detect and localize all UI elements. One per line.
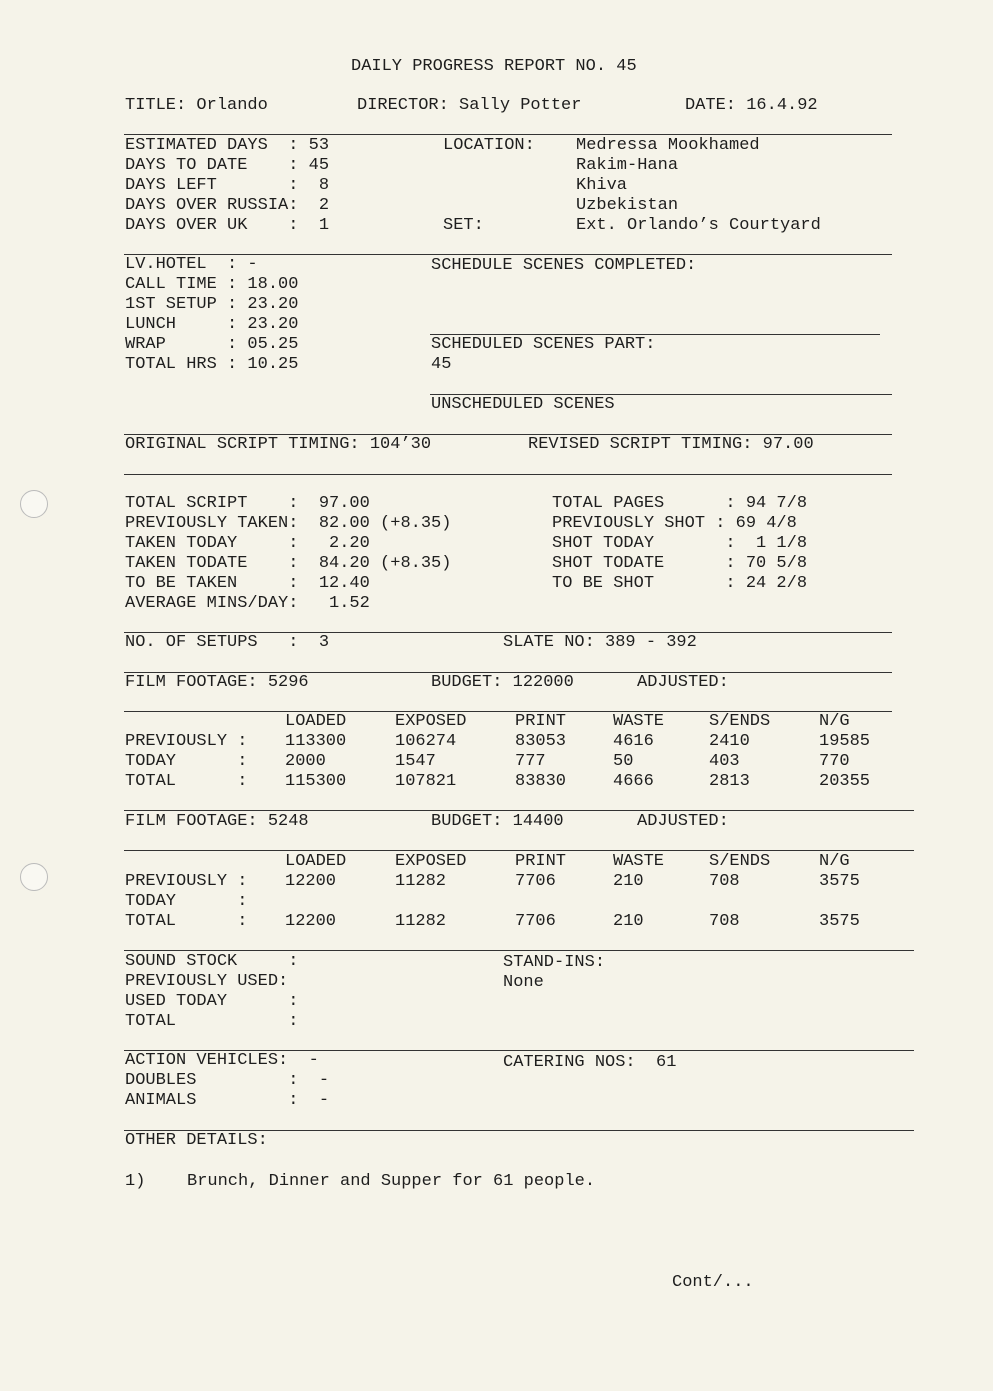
estimated-days: ESTIMATED DAYS : 53 — [125, 136, 330, 155]
col-loaded: LOADED — [285, 712, 347, 731]
unscheduled-scenes-label: UNSCHEDULED SCENES — [431, 395, 615, 414]
cell-value: 7706 — [515, 872, 556, 891]
animals: ANIMALS : - — [125, 1091, 330, 1110]
col-loaded: LOADED — [285, 852, 347, 871]
cell-value: 11282 — [395, 912, 447, 931]
cell-value: 3575 — [819, 872, 860, 891]
cell-value: 107821 — [395, 772, 457, 791]
adjusted-1: ADJUSTED: — [637, 673, 729, 692]
continued-note: Cont/... — [672, 1273, 754, 1292]
scenes-completed-label: SCHEDULE SCENES COMPLETED: — [431, 256, 697, 275]
col-ng: N/G — [819, 712, 850, 731]
divider — [124, 711, 892, 712]
cell-value: 403 — [709, 752, 740, 771]
scenes-part-value: 45 — [431, 355, 452, 374]
cell-value: 210 — [613, 912, 644, 931]
col-exposed: EXPOSED — [395, 712, 467, 731]
cell-value: 2813 — [709, 772, 750, 791]
stand-ins-label: STAND-INS: — [503, 953, 606, 972]
cell-value: 2000 — [285, 752, 326, 771]
stand-ins-value: None — [503, 973, 544, 992]
divider — [124, 850, 914, 851]
cell-value: 210 — [613, 872, 644, 891]
cell-value: 50 — [613, 752, 634, 771]
call-time: CALL TIME : 18.00 — [125, 275, 299, 294]
days-left: DAYS LEFT : 8 — [125, 176, 330, 195]
cell-value: 7706 — [515, 912, 556, 931]
cell-value: 83053 — [515, 732, 567, 751]
film-title: TITLE: Orlando — [125, 96, 268, 115]
location-line: Khiva — [576, 176, 628, 195]
cell-value: 12200 — [285, 872, 337, 891]
location-line: Uzbekistan — [576, 196, 679, 215]
cell-value: 3575 — [819, 912, 860, 931]
punch-hole — [20, 490, 48, 518]
set-value: Ext. Orlando’s Courtyard — [576, 216, 821, 235]
location-label: LOCATION: — [443, 136, 535, 155]
report-date: DATE: 16.4.92 — [685, 96, 818, 115]
total-hrs: TOTAL HRS : 10.25 — [125, 355, 299, 374]
location-line: Rakim-Hana — [576, 156, 679, 175]
first-setup: 1ST SETUP : 23.20 — [125, 295, 299, 314]
other-details-label: OTHER DETAILS: — [125, 1131, 268, 1150]
cell-value: 115300 — [285, 772, 347, 791]
lunch: LUNCH : 23.20 — [125, 315, 299, 334]
days-to-date: DAYS TO DATE : 45 — [125, 156, 330, 175]
original-timing: ORIGINAL SCRIPT TIMING: 104’30 — [125, 435, 432, 454]
row-label: TOTAL : — [125, 912, 248, 931]
cell-value: 1547 — [395, 752, 436, 771]
cell-value: 708 — [709, 912, 740, 931]
sound-stock: SOUND STOCK : — [125, 952, 299, 971]
to-be-shot: TO BE SHOT : 24 2/8 — [552, 574, 808, 593]
cell-value: 708 — [709, 872, 740, 891]
divider — [124, 810, 914, 811]
row-label: PREVIOUSLY : — [125, 872, 248, 891]
cell-value: 113300 — [285, 732, 347, 751]
col-ng: N/G — [819, 852, 850, 871]
location-line: Medressa Mookhamed — [576, 136, 760, 155]
cell-value: 4616 — [613, 732, 654, 751]
cell-value: 83830 — [515, 772, 567, 791]
cell-value: 11282 — [395, 872, 447, 891]
report-title: DAILY PROGRESS REPORT NO. 45 — [351, 57, 637, 76]
previously-shot: PREVIOUSLY SHOT : 69 4/8 — [552, 514, 797, 533]
previously-taken: PREVIOUSLY TAKEN: 82.00 (+8.35) — [125, 514, 452, 533]
film-footage-1: FILM FOOTAGE: 5296 — [125, 673, 309, 692]
cell-value: 4666 — [613, 772, 654, 791]
budget-2: BUDGET: 14400 — [431, 812, 564, 831]
average-mins-day: AVERAGE MINS/DAY: 1.52 — [125, 594, 370, 613]
budget-1: BUDGET: 122000 — [431, 673, 574, 692]
director: DIRECTOR: Sally Potter — [357, 96, 582, 115]
catering-nos: CATERING NOS: 61 — [503, 1053, 677, 1072]
taken-todate: TAKEN TODATE : 84.20 (+8.35) — [125, 554, 452, 573]
col-print: PRINT — [515, 712, 567, 731]
previously-used: PREVIOUSLY USED: — [125, 972, 289, 991]
action-vehicles: ACTION VEHICLES: - — [125, 1051, 319, 1070]
revised-timing: REVISED SCRIPT TIMING: 97.00 — [528, 435, 814, 454]
col-sends: S/ENDS — [709, 852, 771, 871]
cell-value: 770 — [819, 752, 850, 771]
shot-todate: SHOT TODATE : 70 5/8 — [552, 554, 808, 573]
col-print: PRINT — [515, 852, 567, 871]
doubles: DOUBLES : - — [125, 1071, 330, 1090]
adjusted-2: ADJUSTED: — [637, 812, 729, 831]
col-waste: WASTE — [613, 852, 665, 871]
total-pages: TOTAL PAGES : 94 7/8 — [552, 494, 808, 513]
cell-value: 12200 — [285, 912, 337, 931]
scenes-part-label: SCHEDULED SCENES PART: — [431, 335, 656, 354]
cell-value: 2410 — [709, 732, 750, 751]
wrap: WRAP : 05.25 — [125, 335, 299, 354]
cell-value: 20355 — [819, 772, 871, 791]
row-label: TOTAL : — [125, 772, 248, 791]
divider — [124, 134, 892, 135]
taken-today: TAKEN TODAY : 2.20 — [125, 534, 370, 553]
row-label: TODAY : — [125, 752, 248, 771]
other-item-text: Brunch, Dinner and Supper for 61 people. — [187, 1172, 596, 1191]
slate-no: SLATE NO: 389 - 392 — [503, 633, 697, 652]
total-script: TOTAL SCRIPT : 97.00 — [125, 494, 370, 513]
col-sends: S/ENDS — [709, 712, 771, 731]
film-footage-2: FILM FOOTAGE: 5248 — [125, 812, 309, 831]
no-of-setups: NO. OF SETUPS : 3 — [125, 633, 330, 652]
other-item-number: 1) — [125, 1172, 146, 1191]
divider — [124, 950, 914, 951]
row-label: PREVIOUSLY : — [125, 732, 248, 751]
sound-total: TOTAL : — [125, 1012, 299, 1031]
cell-value: 19585 — [819, 732, 871, 751]
cell-value: 777 — [515, 752, 546, 771]
shot-today: SHOT TODAY : 1 1/8 — [552, 534, 808, 553]
days-over-russia: DAYS OVER RUSSIA: 2 — [125, 196, 330, 215]
lv-hotel: LV.HOTEL : - — [125, 255, 258, 274]
col-waste: WASTE — [613, 712, 665, 731]
to-be-taken: TO BE TAKEN : 12.40 — [125, 574, 370, 593]
col-exposed: EXPOSED — [395, 852, 467, 871]
set-label: SET: — [443, 216, 484, 235]
punch-hole — [20, 863, 48, 891]
cell-value: 106274 — [395, 732, 457, 751]
used-today: USED TODAY : — [125, 992, 299, 1011]
divider — [124, 474, 892, 475]
row-label: TODAY : — [125, 892, 248, 911]
days-over-uk: DAYS OVER UK : 1 — [125, 216, 330, 235]
